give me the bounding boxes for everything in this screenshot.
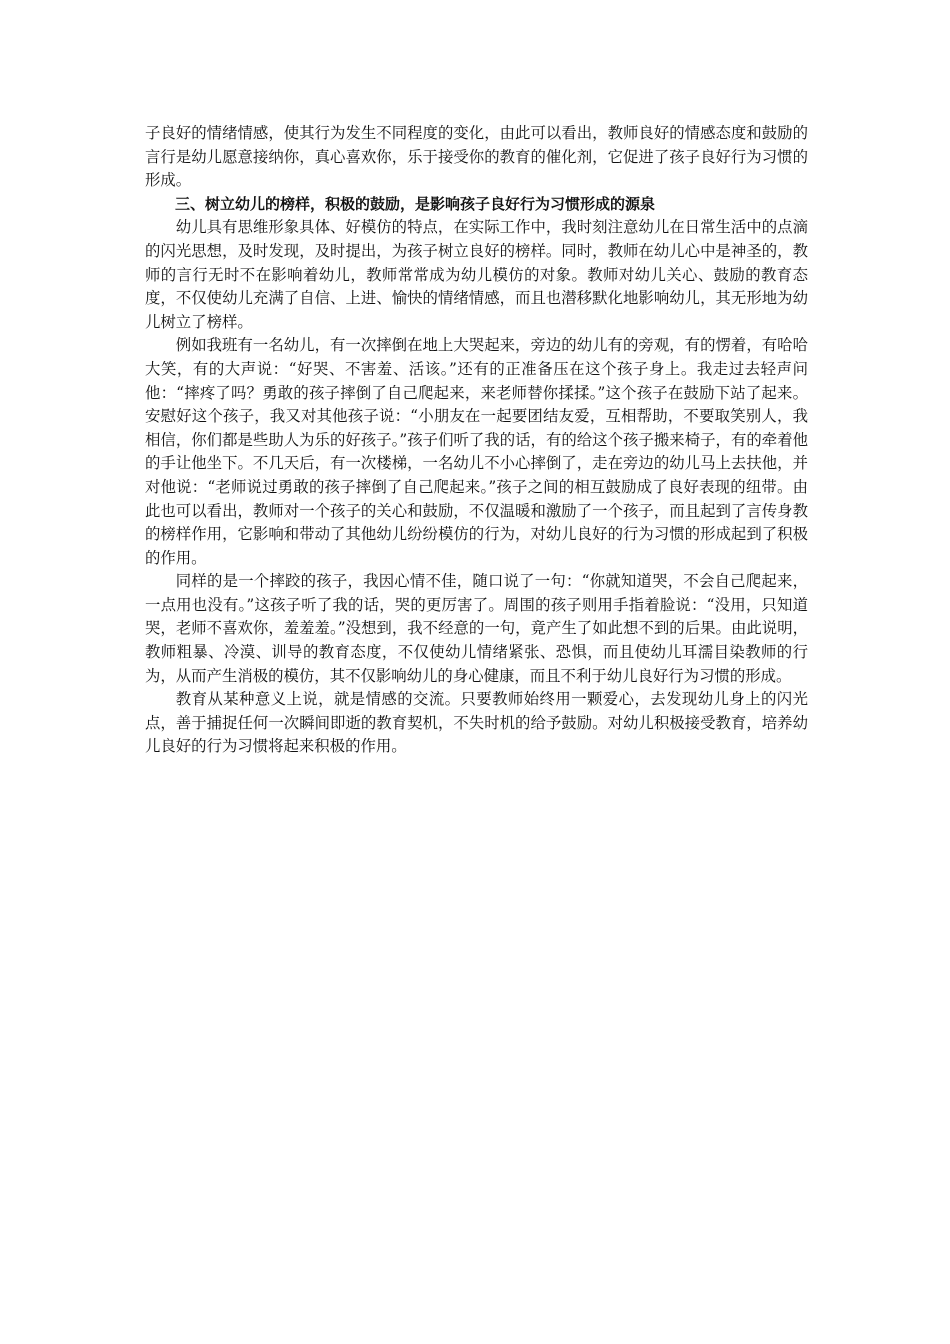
paragraph-continuation: 子良好的情绪情感，使其行为发生不同程度的变化，由此可以看出，教师良好的情感态度和鼓励的言行是幼儿愿意接纳你，真心喜欢你，乐于接受你的教育的催化剂，它促进了孩子良好行为习惯的形成。 xyxy=(145,124,808,190)
document-page xyxy=(145,122,808,759)
body-paragraph-2: 例如我班有一名幼儿，有一次摔倒在地上大哭起来，旁边的幼儿有的旁观，有的愣着，有哈哈大笑，有的大声说：“好哭、不害羞、活该。”还有的正准备压在这个孩子身上。我走过去轻声问他：“摔疼了吗？勇敢的孩子摔倒了自己爬起来，来老师替你揉揉。”这个孩子在鼓励下站了起来。安慰好这个孩子，我又对其他孩子说：“小朋友在一起要团结友爱，互相帮助，不要取笑别人，我相信，你们都是些助人为乐的好孩子。”孩子们听了我的话，有的给这个孩子搬来椅子，有的牵着他的手让他坐下。不几天后，有一次楼梯，一名幼儿不小心摔倒了，走在旁边的幼儿马上去扶他，并对他说：“老师说过勇敢的孩子摔倒了自己爬起来。”孩子之间的相互鼓励成了良好表现的纽带。由此也可以看出，教师对一个孩子的关心和鼓励，不仅温暖和激励了一个孩子，而且起到了言传身教的榜样作用，它影响和带动了其他幼儿纷纷模仿的行为，对幼儿良好的行为习惯的形成起到了积极的作用。 xyxy=(145,336,808,567)
body-paragraph-1: 幼儿具有思维形象具体、好模仿的特点，在实际工作中，我时刻注意幼儿在日常生活中的点滴的闪光思想，及时发现，及时提出，为孩子树立良好的榜样。同时，教师在幼儿心中是神圣的，教师的言行无时不在影响着幼儿，教师常常成为幼儿模仿的对象。教师对幼儿关心、鼓励的教育态度，不仅使幼儿充满了自信、上进、愉快的情绪情感，而且也潜移默化地影响幼儿，其无形地为幼儿树立了榜样。 xyxy=(145,218,808,331)
body-paragraph-3: 同样的是一个摔跤的孩子，我因心情不佳，随口说了一句：“你就知道哭，不会自己爬起来，一点用也没有。”这孩子听了我的话，哭的更厉害了。周围的孩子则用手指着脸说：“没用，只知道哭，老师不喜欢你，羞羞羞。”没想到，我不经意的一句，竟产生了如此想不到的后果。由此说明，教师粗暴、冷漠、训导的教育态度，不仅使幼儿情绪紧张、恐惧，而且使幼儿耳濡目染教师的行为，从而产生消极的模仿，其不仅影响幼儿的身心健康，而且不利于幼儿良好行为习惯的形成。 xyxy=(145,572,808,685)
body-paragraph-4: 教育从某种意义上说，就是情感的交流。只要教师始终用一颗爱心，去发现幼儿身上的闪光点，善于捕捉任何一次瞬间即逝的教育契机，不失时机的给予鼓励。对幼儿积极接受教育，培养幼儿良好的行为习惯将起来积极的作用。 xyxy=(145,690,808,756)
section-heading: 三、树立幼儿的榜样，积极的鼓励，是影响孩子良好行为习惯形成的源泉 xyxy=(175,194,656,213)
